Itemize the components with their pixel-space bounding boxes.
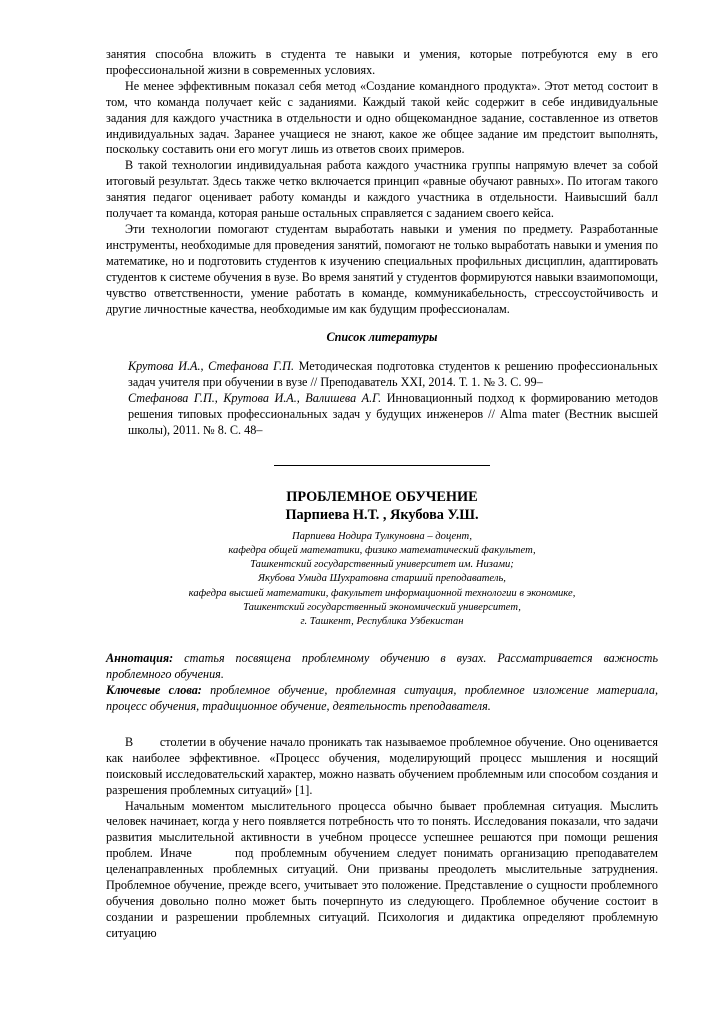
- reference-text: Инновационный подход к формированию методов решения типовых профессиональных задач у будущих инженеров // Alma mater (Вестник высшей школы), 2011. № 8. С. 48–: [128, 391, 658, 437]
- paragraph-continuation: занятия способна вложить в студента те навыки и умения, которые потребуются ему в его профессиональной жизни в современных условиях.: [106, 47, 658, 77]
- affiliation-line: Ташкентский государственный университет им. Низами;: [250, 559, 514, 571]
- reference-item: [128, 391, 658, 439]
- affiliation-block: [106, 530, 658, 629]
- abstract-block: [106, 651, 658, 715]
- affiliation-line: Якубова Умида Шухратовна старший преподаватель,: [258, 573, 506, 585]
- bibliography-list: [106, 359, 658, 439]
- affiliation-line: Парпиева Нодира Тулкуновна – доцент,: [291, 530, 473, 542]
- article-title: ПРОБЛЕМНОЕ ОБУЧЕНИЕ: [286, 488, 478, 505]
- abstract-label: Аннотация:: [106, 651, 174, 666]
- paragraph-individual-work: В такой технологии индивидуальная работа каждого участника группы напрямую влечет за собой итоговый результат. Здесь также четко включается принцип «равные обучают равных». По итогам такого занятия педагог оценивает работу команды и каждого участника в отдельности. Наивысший балл получает та команда, которая раньше остальных справляется с заданием своего кейса.: [106, 158, 658, 221]
- affiliation-line: г. Ташкент, Республика Узбекистан: [300, 616, 464, 628]
- keywords-text: проблемное обучение, проблемная ситуация, проблемное изложение материала, процесс обучения, традиционное обучение, деятельность преподавателя.: [106, 683, 658, 713]
- section-divider: [274, 465, 490, 466]
- reference-authors: Крутова И.А., Стефанова Г.П.: [128, 359, 295, 374]
- reference-item: [128, 359, 658, 391]
- abstract: [106, 651, 658, 683]
- body-paragraph: В столетии в обучение начало проникать так называемое проблемное обучение. Оно оценивается как наиболее эффективное. «Процесс обучения, моделирующий процесс мышления и носящий поисковый исследовательский характер, можно назвать обучением проблемным или способом создания и разрешения проблемных ситуаций» [1].: [106, 734, 662, 797]
- bibliography-heading: Список литературы: [326, 330, 438, 345]
- article-authors: Парпиева Н.Т. , Якубова У.Ш.: [285, 506, 479, 523]
- keywords: [106, 683, 658, 715]
- paragraph-technologies: Эти технологии помогают студентам выработать навыки и умения по предмету. Разработанные инструменты, необходимые для проведения занятий, помогают не только выработать навыки и умения по математике, но и подготовить студентов к изучению специальных профильных дисциплин, адаптировать студентов к системе обучения в вузе. Во время занятий у студентов формируются навыки взаимопомощи, чувство ответственности, умение работать в команде, коммуникабельность, стрессоустойчивость и другие личностные качества, необходимые им как будущим профессионалам.: [106, 221, 658, 316]
- affiliation-line: Ташкентский государственный экономический университет,: [243, 601, 521, 613]
- reference-text: Методическая подготовка студентов к решению профессиональных задач учителя при обучении в вузе // Преподаватель XXI, 2014. Т. 1. № 3. С. 99–: [128, 359, 659, 390]
- document-page: [106, 47, 662, 942]
- affiliation-line: кафедра высшей математики, факультет информационной технологии в экономике,: [188, 587, 576, 599]
- body-paragraph: Начальным моментом мыслительного процесса обычно бывает проблемная ситуация. Мыслить человек начинает, когда у него появляется потребность что то понять. Исследования показали, что задачи развития мыслительной активности в учебном процессе успешнее решаются при помощи решения проблем. Иначе под проблемным обучением следует понимать организацию преподавателем целенаправленных проблемных ситуаций. Они призваны преодолеть мыслительные затруднения. Проблемное обучение, прежде всего, учитывает это положение. Представление о сущности проблемного обучения довольно полно может быть почерпнуто из следующего. Проблемное обучение состоит в создании и разрешении проблемных ситуаций. Психология и дидактика определяют проблемную ситуацию: [106, 798, 662, 940]
- keywords-label: Ключевые слова:: [106, 683, 202, 698]
- article-body: [106, 734, 662, 942]
- abstract-text: статья посвящена проблемному обучению в вузах. Рассматривается важность проблемного обучения.: [106, 651, 658, 682]
- reference-authors: Стефанова Г.П., Крутова И.А., Валишева А.Г.: [128, 391, 382, 406]
- paragraph-team-product: Не менее эффективным показал себя метод «Создание командного продукта». Этот метод состоит в том, что команда получает кейс с заданиями. Каждый такой кейс содержит в себе индивидуальные задания для каждого участника в отдельности и одно общекомандное задание, составленное из ответов индивидуальных задач. Заранее учащиеся не знают, какое же общее задание им предстоит выполнять, поскольку составить они его могут лишь из ответов своих примеров.: [106, 78, 658, 157]
- affiliation-line: кафедра общей математики, физико математический факультет,: [228, 545, 536, 557]
